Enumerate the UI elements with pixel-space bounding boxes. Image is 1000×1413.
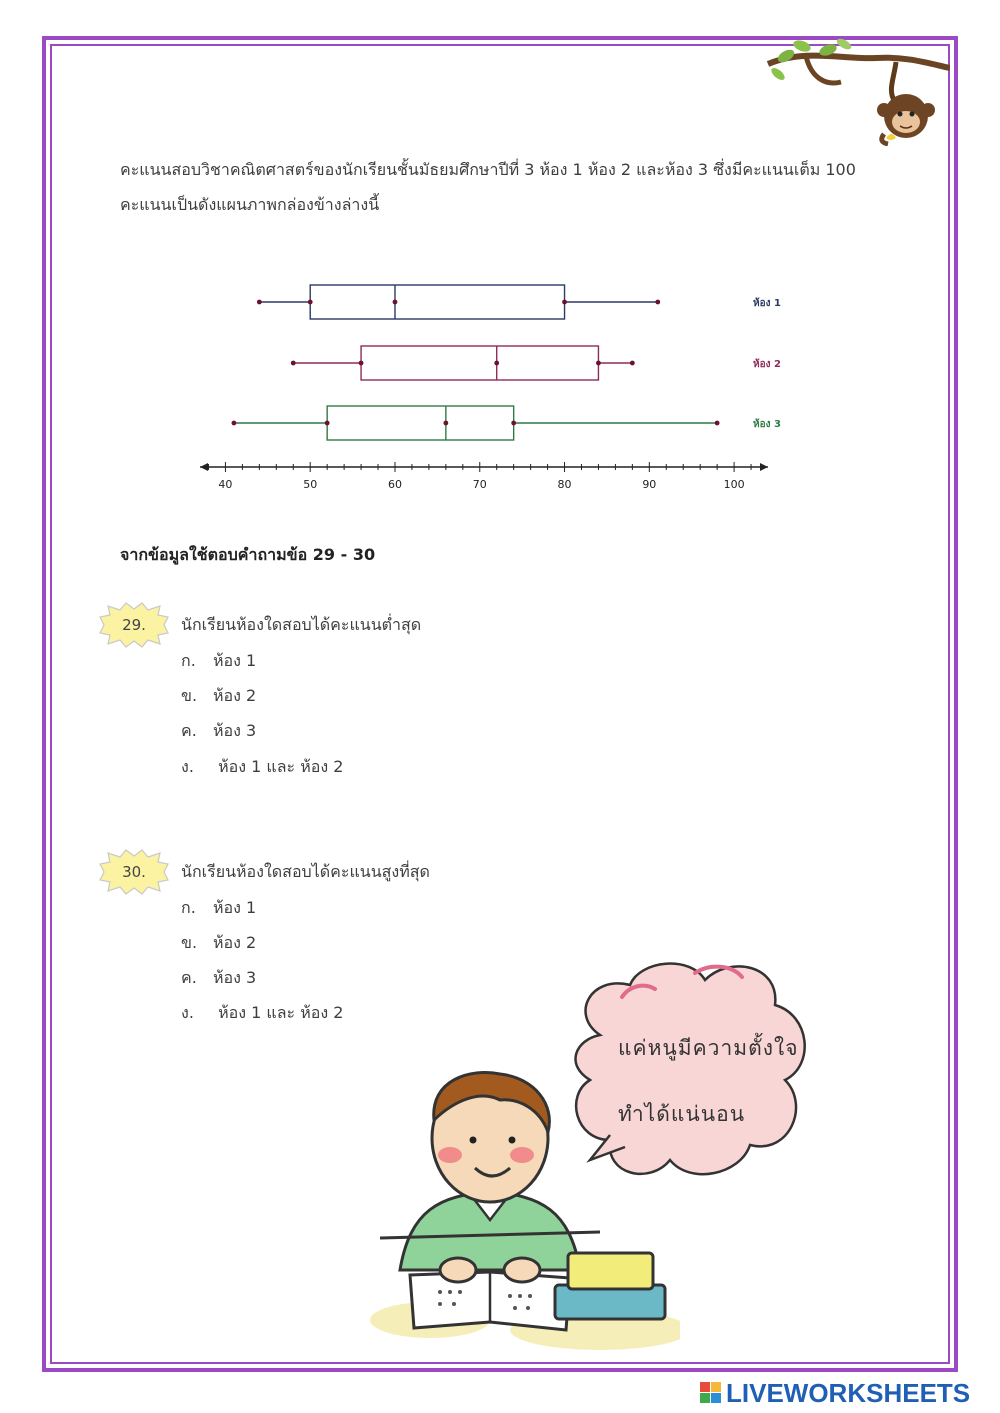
x-tick-label: 50 (303, 478, 318, 491)
intro-line-2: คะแนนเป็นดังแผนภาพกล่องข้างล่างนี้ (120, 195, 380, 214)
x-tick-label: 90 (642, 478, 657, 491)
five-number-point (443, 421, 448, 426)
question-30-option-2[interactable] (181, 931, 256, 956)
option-letter: ค. (181, 721, 197, 740)
option-letter: ข. (181, 933, 198, 952)
x-tick-label: 40 (218, 478, 233, 491)
question-30-option-4[interactable] (181, 1001, 343, 1026)
speech-line-1: แค่หนูมีความตั้งใจ (618, 1036, 799, 1060)
section-heading: จากข้อมูลใช้ตอบคำถามข้อ 29 - 30 (120, 545, 376, 564)
x-tick-label: 60 (387, 478, 402, 491)
option-letter: ข. (181, 686, 198, 705)
monkey-illustration (766, 38, 950, 146)
option-text: ห้อง 2 (213, 686, 257, 705)
question-30-option-3[interactable] (181, 966, 256, 991)
x-axis-right-arrow (760, 463, 768, 471)
five-number-point (562, 300, 567, 305)
option-letter: ง. (181, 1003, 194, 1022)
x-tick-label: 70 (472, 478, 487, 491)
five-number-point (655, 300, 660, 305)
question-29-option-1[interactable] (181, 649, 256, 674)
five-number-point (359, 361, 364, 366)
intro-line-1: คะแนนสอบวิชาคณิตศาสตร์ของนักเรียนชั้นมัธยมศึกษาปีที่ 3 ห้อง 1 ห้อง 2 และห้อง 3 ซึ่งมีคะแนนเต็ม 100 (120, 160, 856, 179)
five-number-point (291, 361, 296, 366)
option-text: ห้อง 2 (213, 933, 257, 952)
five-number-point (494, 361, 499, 366)
speech-line-2: ทำได้แน่นอน (618, 1102, 746, 1126)
option-text: ห้อง 1 และ ห้อง 2 (213, 757, 344, 776)
series-label: ห้อง 3 (753, 419, 781, 430)
five-number-point (715, 421, 720, 426)
question-29-badge (98, 602, 170, 648)
five-number-point (630, 361, 635, 366)
five-number-point (232, 421, 237, 426)
question-30-badge (98, 849, 170, 895)
liveworksheets-logo[interactable] (700, 1378, 970, 1408)
iqr-box (327, 406, 514, 440)
question-29-option-3[interactable] (181, 719, 256, 744)
option-text: ห้อง 1 (213, 898, 257, 917)
liveworksheets-icon (700, 1382, 722, 1404)
question-30-option-1[interactable] (181, 896, 256, 921)
five-number-point (308, 300, 313, 305)
x-tick-label: 80 (557, 478, 572, 491)
five-number-point (325, 421, 330, 426)
question-29-number: 29. (122, 616, 146, 634)
option-letter: ค. (181, 968, 197, 987)
option-text: ห้อง 1 (213, 651, 257, 670)
liveworksheets-wordmark: LIVEWORKSHEETS (726, 1377, 971, 1408)
student-reading-illustration (370, 1060, 680, 1360)
five-number-point (393, 300, 398, 305)
question-30-number: 30. (122, 863, 146, 881)
iqr-box (361, 346, 598, 380)
question-29-option-4[interactable] (181, 755, 343, 780)
intro-paragraph (120, 152, 920, 222)
series-label: ห้อง 2 (753, 359, 781, 370)
option-letter: ก. (181, 651, 196, 670)
option-text: ห้อง 3 (213, 721, 257, 740)
option-letter: ก. (181, 898, 196, 917)
iqr-box (310, 285, 564, 319)
box-plot-chart (190, 270, 790, 495)
series-label: ห้อง 1 (753, 298, 781, 309)
option-letter: ง. (181, 757, 194, 776)
five-number-point (511, 421, 516, 426)
five-number-point (257, 300, 262, 305)
x-axis-left-arrow (200, 463, 208, 471)
question-29-option-2[interactable] (181, 684, 256, 709)
x-tick-label: 100 (723, 478, 745, 491)
question-29-text: นักเรียนห้องใดสอบได้คะแนนต่ำสุด (181, 615, 422, 634)
question-30-text: นักเรียนห้องใดสอบได้คะแนนสูงที่สุด (181, 862, 430, 881)
option-text: ห้อง 1 และ ห้อง 2 (213, 1003, 344, 1022)
option-text: ห้อง 3 (213, 968, 257, 987)
five-number-point (596, 361, 601, 366)
